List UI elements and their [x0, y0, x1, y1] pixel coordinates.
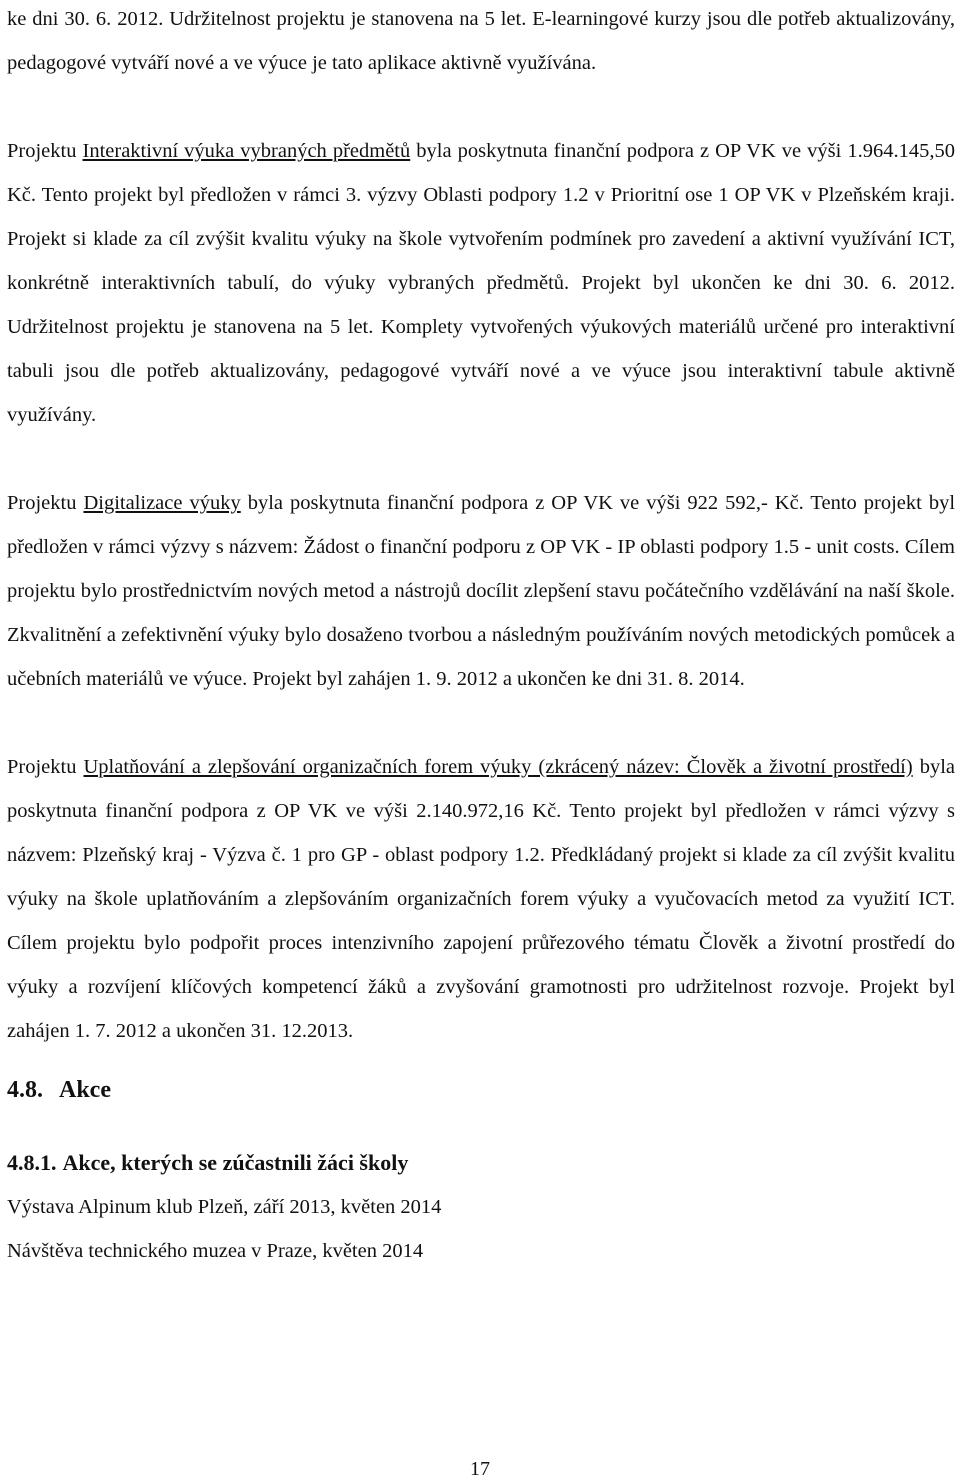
paragraph-gap — [7, 437, 955, 481]
paragraph-project-digitalization — [7, 481, 955, 701]
subsection-title: Akce, kterých se zúčastnili žáci školy — [62, 1150, 409, 1175]
section-title: Akce — [59, 1077, 111, 1103]
paragraph-text: byla poskytnuta finanční podpora z OP VK ve výši 1.964.145,50 Kč. Tento projekt byl předložen v rámci 3. výzvy Oblasti podpory 1.2 v Prioritní ose 1 OP VK v Plzeňském kraji. Projekt si klade za cíl zvýšit kvalitu výuky na škole vytvořením podmínek pro zavedení a aktivní využívání ICT, konkrétně interaktivních tabulí, do výuky vybraných předmětů. Projekt byl ukončen ke dni 30. 6. 2012. Udržitelnost projektu je stanovena na 5 let. Komplety vytvořených výukových materiálů určené pro interaktivní tabuli jsou dle potřeb aktualizovány, pedagogové vytváří nové a ve výuce jsou interaktivní tabule aktivně využívány. — [7, 140, 955, 426]
paragraph-prefix: Projektu — [7, 492, 84, 514]
project-name-interactive-teaching: Interaktivní výuka vybraných předmětů — [82, 140, 411, 162]
project-name-organizational-forms: Uplatňování a zlepšování organizačních forem výuky (zkrácený název: Člověk a životní prostředí) — [83, 756, 913, 778]
heading-gap — [7, 1053, 955, 1075]
paragraph-prefix: Projektu — [7, 140, 83, 162]
paragraph-text: byla poskytnuta finanční podpora z OP VK ve výši 2.140.972,16 Kč. Tento projekt byl předložen v rámci výzvy s názvem: Plzeňský kraj - Výzva č. 1 pro GP - oblast podpory 1.2. Předkládaný projekt si klade za cíl zvýšit kvalitu výuky na škole uplatňováním a zlepšováním organizačních forem výuky a vyučovacích metod za využití ICT. Cílem projektu bylo podpořit proces intenzivního zapojení průřezového tématu Člověk a životní prostředí do výuky a rozvíjení klíčových kompetencí žáků a zvyšování gramotnosti pro udržitelnost rozvoje. Projekt byl zahájen 1. 7. 2012 a ukončen 31. 12.2013. — [7, 756, 956, 1042]
paragraph-gap — [7, 701, 955, 745]
project-name-digitalization: Digitalizace výuky — [83, 492, 241, 514]
paragraph-gap — [7, 85, 955, 129]
document-page — [7, 0, 955, 1273]
paragraph-prefix: Projektu — [7, 756, 84, 778]
subsection-heading — [7, 1149, 955, 1177]
paragraph-project-interactive-teaching — [7, 129, 955, 437]
event-item: Návštěva technického muzea v Praze, květen 2014 — [7, 1240, 424, 1262]
subsection-number: 4.8.1. — [7, 1150, 57, 1175]
section-heading — [7, 1075, 955, 1105]
heading-gap — [7, 1105, 955, 1149]
paragraph-sustainability-elearning — [7, 0, 955, 85]
page-number: 17 — [470, 1458, 490, 1480]
paragraph-text: ke dni 30. 6. 2012. Udržitelnost projektu je stanovena na 5 let. E-learningové kurzy jsou dle potřeb aktualizovány, pedagogové vytváří nové a ve výuce je tato aplikace aktivně využívána. — [7, 8, 955, 74]
section-number: 4.8. — [7, 1077, 43, 1103]
paragraph-text: byla poskytnuta finanční podpora z OP VK ve výši 922 592,- Kč. Tento projekt byl předložen v rámci výzvy s názvem: Žádost o finanční podporu z OP VK - IP oblasti podpory 1.5 - unit costs. Cílem projektu bylo prostřednictvím nových metod a nástrojů docílit zlepšení stavu počátečního vzdělávání na naší škole. Zkvalitnění a zefektivnění výuky bylo dosaženo tvorbou a následným používáním nových metodických pomůcek a učebních materiálů ve výuce. Projekt byl zahájen 1. 9. 2012 a ukončen ke dni 31. 8. 2014. — [7, 492, 956, 690]
paragraph-project-organizational-forms — [7, 745, 955, 1053]
event-item: Výstava Alpinum klub Plzeň, září 2013, květen 2014 — [7, 1196, 442, 1218]
